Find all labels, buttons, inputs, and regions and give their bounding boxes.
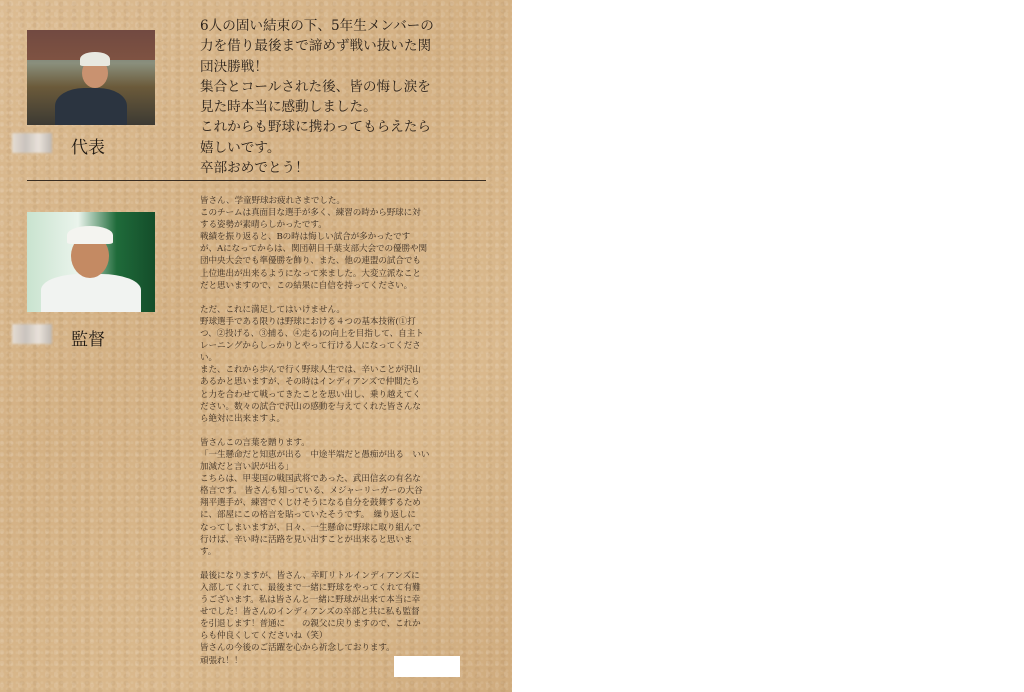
message-line: うございます。私は皆さんと一緒に野球が出来て本当に幸 bbox=[200, 595, 421, 606]
representative-photo bbox=[27, 30, 155, 125]
message-line: ださい。数々の試合で沢山の感動を与えてくれた皆さんな bbox=[200, 401, 421, 412]
message-line: 加減だと言い訳が出る」 bbox=[200, 462, 294, 473]
section-divider bbox=[27, 180, 486, 181]
message-line: 最後になりますが、皆さん、幸町リトルインディアンズに bbox=[200, 570, 420, 581]
message-line: 頑張れ！！ bbox=[200, 655, 243, 666]
message-line: に、部屋にこの格言を貼っていたそうです。 繰り返しに bbox=[200, 510, 416, 521]
message-line: だと思いますので、この結果に自信を持ってください。 bbox=[200, 280, 413, 291]
message-line: せでした！皆さんのインディアンズの卒部と共に私も監督 bbox=[200, 607, 420, 618]
message-line: 団中央大会でも準優勝を飾り、また、他の連盟の試合でも bbox=[200, 256, 421, 267]
message-line: 力を借り最後まで諦めず戦い抜いた関 bbox=[200, 38, 432, 55]
manager-message bbox=[200, 195, 462, 667]
message-line: 団決勝戦！ bbox=[200, 58, 268, 75]
message-line: 入部してくれて、最後まで一緒に野球をやってくれて有難 bbox=[200, 583, 421, 593]
redaction-box bbox=[394, 656, 460, 677]
message-line: 皆さんこの言葉を贈ります。 bbox=[200, 437, 310, 448]
message-line: ら絶対に出来ますよ。 bbox=[200, 413, 285, 424]
message-line: つ、②投げる、③捕る、④走る)の向上を目指して、自主ト bbox=[200, 329, 424, 340]
message-line: 皆さん、学童野球お疲れさまでした。 bbox=[200, 196, 345, 206]
message-line: あるかと思いますが、その時はインディアンズで仲間たち bbox=[200, 377, 420, 388]
message-line: 翔平選手が、練習でくじけそうになる自分を鼓舞するため bbox=[200, 498, 421, 509]
message-line: 見た時本当に感動しました。 bbox=[200, 99, 377, 116]
representative-role: 代表 bbox=[71, 138, 105, 158]
message-line: なってしまいますが、日々、一生懸命に野球に取り組んで bbox=[200, 522, 421, 533]
manager-photo bbox=[27, 212, 155, 312]
message-line: ただ、これに満足してはいけません。 bbox=[200, 304, 345, 315]
message-line: このチームは真面目な選手が多く、練習の時から野球に対 bbox=[200, 208, 421, 219]
representative-message bbox=[200, 16, 465, 178]
message-line: 上位進出が出来るようになって来ました。大変立派なこと bbox=[200, 268, 421, 279]
representative-name-blurred bbox=[12, 133, 52, 153]
message-line: また、これから歩んで行く野球人生では、辛いことが沢山 bbox=[200, 365, 421, 376]
message-line: する姿勢が素晴らしかったです。 bbox=[200, 220, 327, 231]
message-line: 卒部おめでとう！ bbox=[200, 160, 309, 177]
message-line: 集合とコールされた後、皆の悔し涙を bbox=[200, 78, 431, 95]
message-line: こちらは、甲斐国の戦国武将であった、武田信玄の有名な bbox=[200, 474, 421, 485]
message-line: 嬉しいです。 bbox=[200, 139, 281, 156]
message-line: を引退します！普通に の親父に戻りますので、これか bbox=[200, 619, 421, 630]
message-line: 格言です。 皆さんも知っている、メジャーリーガーの大谷 bbox=[200, 486, 423, 497]
message-line: 6人の固い結束の下、5年生メンバーの bbox=[200, 18, 434, 34]
manager-role: 監督 bbox=[71, 330, 105, 350]
message-line: レーニングからしっかりとやって行ける人になってくださ bbox=[200, 341, 421, 352]
message-line: 皆さんの今後のご活躍を心から祈念しております。 bbox=[200, 643, 395, 654]
message-line: 行けば、辛い時に活路を見い出すことが出来ると思いま bbox=[200, 534, 413, 545]
message-line: と力を合わせて戦ってきたことを思い出し、乗り越えてく bbox=[200, 389, 421, 400]
manager-name-blurred bbox=[12, 324, 52, 344]
message-line: 戦績を振り返ると、Bの時は悔しい試合が多かったです bbox=[200, 232, 411, 243]
message-line: 「一生懸命だと知恵が出る 中途半端だと愚痴が出る いい bbox=[200, 449, 430, 460]
message-line: す。 bbox=[200, 546, 217, 557]
message-line: い。 bbox=[200, 353, 217, 364]
message-line: 野球選手である限りは野球における４つの基本技術(①打 bbox=[200, 316, 416, 327]
message-line: が、Aになってからは、関団朝日千葉支部大会での優勝や関 bbox=[200, 244, 427, 255]
message-line: これからも野球に携わってもらえたら bbox=[200, 119, 431, 136]
message-line: らも仲良くしてくださいね（笑） bbox=[200, 631, 328, 642]
